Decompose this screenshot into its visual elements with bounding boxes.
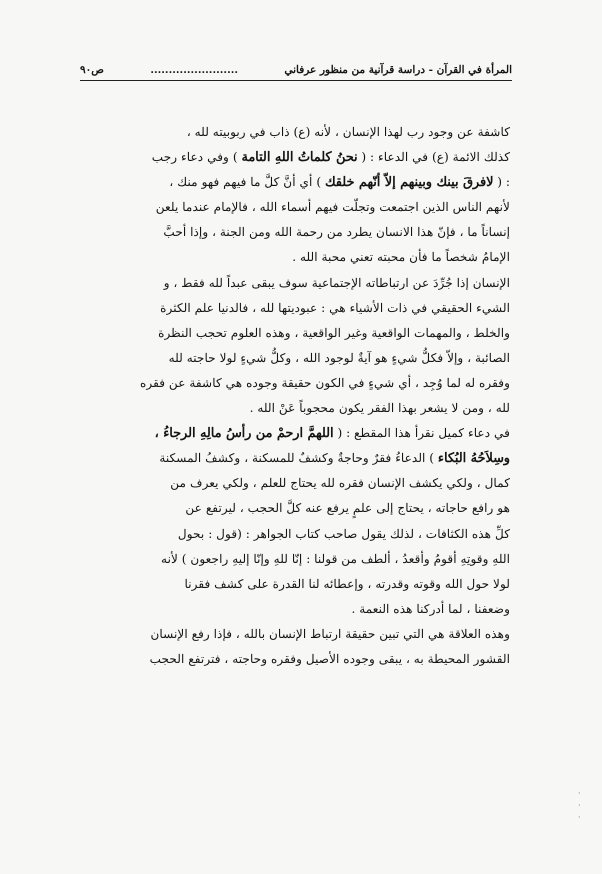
text-segment: ) الدعاءُ فقرٌ وحاجةٌ وكشفٌ للمسكنة ، وكشفُ المسكنة [159,451,435,466]
text-line: لولا حول الله وقوته وقدرته ، وإعطائه لنا القدرة على كشف فقرنا [184,576,510,591]
text-line: كاشفة عن وجود رب لهذا الإنسان ، لأنه (ع) ذاب في ربوبيته لله ، [186,125,510,139]
text-line: كمال ، ولكي يكشف الإنسان فقره لله يحتاج للعلم ، ولكي يعرف من [170,476,510,491]
text-line: إنساناً ما ، فإنّ هذا الانسان يطرد من رحمة الله ومن الجنة ، وإذا أحبَّ [163,225,510,240]
quote-bold: لافرقَ بينك وبينهم إلاّ أنّهم خلقك [324,175,494,191]
text-line: الإمامُ شخصاً ما فأن محبته تعني محبة الله . [292,250,510,265]
text-line: كلِّ هذه الكثافات ، لذلك يقول صاحب كتاب الجواهر : (قول : بحول [177,526,510,541]
text-line [90,170,510,195]
text-line: لأنهم الناس الذين اجتمعت وتجلّت فيهم أسماء الله ، فالإمام عندما يلعن [155,200,510,215]
quote-bold: اللهمَّ ارحمْ من رأسُ مالِهِ الرجاءُ ، [154,426,334,442]
text-line: هو رافع حاجاته ، يحتاج إلى علمٍ يرفع عنه كلَّ الحجب ، ليرتفع عن [185,501,510,516]
running-header [80,64,512,81]
text-line: القشور المحيطة به ، يبقى وجوده الأصيل وفقره وحاجته ، فترتفع الحجب [149,651,510,666]
text-segment: ) وفي دعاء رجب [151,150,238,165]
quote-bold: وسِلاَحُهُ البُكاء [437,451,510,467]
text-line: وهذه العلاقة هي التي تبين حقيقة ارتباط الإنسان بالله ، فإذا رفع الإنسان [150,626,510,641]
text-line: الشيء الحقيقي في ذات الأشياء هي : عبوديتها لله ، فالدنيا علم الكثرة [160,300,510,315]
text-line: وضعفنا ، لما أدركنا هذه النعمة . [351,601,510,616]
text-line: لله ، ومن لا يشعر بهذا الفقر يكون محجوباً عَنْ الله . [249,401,510,416]
page-number: ص٩٠ [80,64,104,76]
text-line [90,446,510,471]
header-dots: ........................ [150,64,239,76]
text-line: وفقره له لما وُجِد ، أي شيءٍ في الكون حقيقة وجوده هي كاشفة عن فقره [139,375,510,390]
header-title: المرأة في القرآن - دراسة قرآنية من منظور عرفاني [284,64,512,76]
text-segment: كذلك الائمة (ع) في الدعاء : ( [361,150,510,165]
text-line: الإنسان إذا جُرِّدَ عن ارتباطاته الإجتماعية سوف يبقى عبداً لله فقط ، و [163,275,510,290]
text-segment: في دعاء كميل نقرأ هذا المقطع : ( [337,426,510,441]
text-segment: : ( [497,175,510,190]
text-line: اللهِ وقوتِهِ أقومُ وأقعدُ ، ألطف من قولنا : إنّا للهِ وإنّا إليهِ راجعون ) لأنه [161,551,510,566]
quote-bold: نحنُ كلماتُ اللهِ التامة [241,150,358,166]
text-line: الصائبة ، وإلاّ فكلُّ شيءٍ هو آيةٌ لوجود الله ، وكلُّ شيءٍ لولا حاجته لله [168,350,510,365]
text-line: والخلط ، والمهمات الواقعية وغير الواقعية ، وهذه العلوم تحجب النظرة [158,325,510,340]
body-text [90,120,510,672]
margin-marks: · · · [578,789,581,822]
text-line [90,421,510,446]
text-line [90,145,510,170]
text-segment: ) أي أنَّ كلَّ ما فيهم فهو منك ، [169,175,322,190]
